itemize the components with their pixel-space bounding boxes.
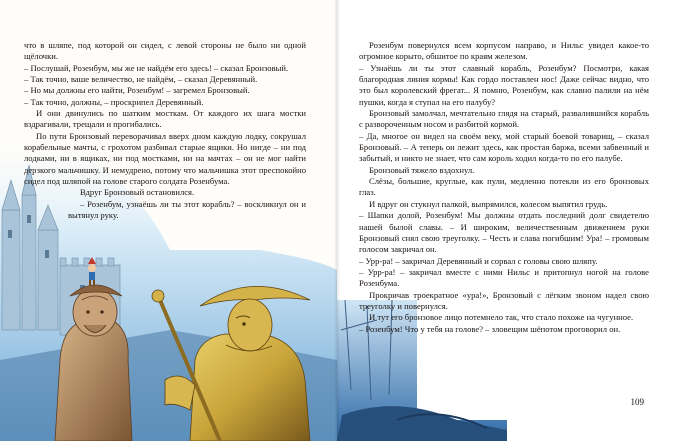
left-paragraph: – Розенбум, узнаёшь ли ты этот корабль? – воскликнул он и вытянул руку.: [68, 198, 306, 221]
left-paragraph: что в шляпе, под которой он сидел, с левой стороны не было ни одной щёлочки.: [24, 40, 306, 62]
right-page-text: [359, 40, 649, 335]
right-paragraph: Бронзовый замолчал, мечтательно глядя на старый, развалившийся корабль с развороченным носом и разбитой кормой.: [359, 108, 649, 130]
left-paragraph: – Но мы должны его найти, Розенбум! – загремел Бронзовый.: [24, 85, 250, 96]
right-paragraph: – Розенбум! Что у тебя на голове? – зловещим шёпотом проговорил он.: [359, 323, 621, 334]
page-number: 109: [630, 397, 644, 407]
right-paragraph: – Узнаёшь ли ты этот славный корабль, Розенбум? Посмотри, какая благородная линия кормы! Как гордо поставлен нос! Даже сейчас видно, что это был королевский фрегат... Я помню, Розенбум, как славно палили на нём пушки, когда я ступал на его палубу?: [359, 62, 649, 107]
right-paragraph: Розенбум повернулся всем корпусом направо, и Нильс увидел какое-то огромное корыто, обшитое по краям железом.: [359, 40, 649, 62]
right-paragraph: – Урр-ра! – закричал вместе с ними Нильс и притопнул ногой на голове Розенбума.: [359, 266, 649, 289]
left-paragraph: Вдруг Бронзовый остановился.: [80, 187, 195, 198]
right-paragraph: И вдруг он стукнул палкой, выпрямился, колесом выпятил грудь.: [369, 198, 608, 209]
right-page: [337, 0, 674, 441]
right-paragraph: Бронзовый тяжело вздохнул.: [369, 164, 475, 175]
right-paragraph: – Урр-ра! – закричал Деревянный и сорвал с головы свою шляпу.: [359, 255, 598, 266]
left-page-text: [24, 40, 306, 222]
right-paragraph: – Шапки долой, Розенбум! Мы должны отдать последний долг свидетелю нашей былой славы. – И широким, величественным движением руки Бронзовый снял свою треуголку. – Честь и слава погибшим! Ура! – громовым голосом закричал он.: [359, 210, 649, 255]
left-paragraph: По пути Бронзовый переворачивал вверх дном каждую лодку, сокрушал корабельные мачты, с грохотом разбивал старые ящики. Но нигде – ни под лодками, ни в ящиках, ни под мостками, ни на мачтах – он не мог найти дерзкого мальчишку. И немудрено, потому что мальчишка этот преспокойно сидел под шляпой на голове старого солдата Розенбума.: [24, 130, 306, 187]
right-paragraph: И тут его бронзовое лицо потемнело так, что стало похоже на чугунное.: [369, 312, 634, 323]
right-paragraph: – Да, многое он видел на своём веку, мой старый боевой товарищ, – сказал Бронзовый. – А теперь он лежит здесь, как простая баржа, всеми забвенный и забытый, и никто не знает, что сам король ходил когда-то по его палубе.: [359, 130, 649, 164]
right-paragraph: Слёзы, большие, круглые, как пули, медленно потекли из его бронзовых глаз.: [359, 176, 649, 198]
left-paragraph: – Так точно, должны, – проскрипел Деревянный.: [24, 96, 204, 107]
left-paragraph: – Послушай, Розенбум, мы же не найдём его здесь! – сказал Бронзовый.: [24, 62, 289, 73]
left-paragraph: – Так точно, ваше величество, не найдём, – сказал Деревянный.: [24, 74, 258, 85]
left-paragraph: И они двинулись по шатким мосткам. От каждого их шага мостки вздрагивали, трещали и прогибались.: [24, 108, 306, 130]
right-paragraph: Прокричав троекратное «ура!», Бронзовый с лёгким звоном надел свою треуголку и повернулся.: [359, 289, 649, 311]
book-gutter: [334, 0, 340, 441]
